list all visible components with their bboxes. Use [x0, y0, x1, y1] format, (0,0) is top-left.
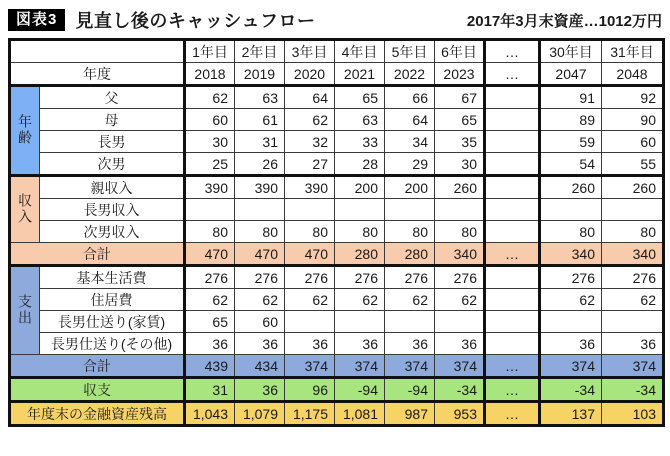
cell: 62 [185, 289, 235, 311]
cell: 276 [235, 266, 285, 289]
cell: 29 [385, 153, 435, 176]
cell: 36 [285, 333, 335, 355]
cell: 276 [385, 266, 435, 289]
cell: 36 [602, 333, 664, 355]
cell: 276 [335, 266, 385, 289]
year-cell: 2020 [285, 63, 335, 86]
row-housing-cost [10, 289, 664, 311]
cell: 200 [385, 176, 435, 199]
group-age-label: 年齢 [17, 113, 33, 146]
cell: 62 [235, 289, 285, 311]
year-cell: 2021 [335, 63, 385, 86]
cell: 434 [235, 355, 285, 378]
group-age [10, 86, 40, 176]
figure-badge: 図表3 [8, 9, 65, 31]
gap-cell: … [485, 402, 540, 426]
row-father [10, 86, 664, 109]
cell: 60 [185, 109, 235, 131]
cell: -34 [602, 378, 664, 402]
cell: 260 [435, 176, 485, 199]
figure-title: 見直し後のキャッシュフロー [75, 11, 316, 31]
gap-cell [485, 289, 540, 311]
row-label: 次男 [40, 153, 185, 176]
row-label: 親収入 [40, 176, 185, 199]
cell: 340 [540, 243, 602, 266]
gap-cell [485, 221, 540, 243]
cell: 31 [185, 378, 235, 402]
cell: 62 [185, 86, 235, 109]
cell: 62 [602, 289, 664, 311]
row-mother [10, 109, 664, 131]
row-label: 住居費 [40, 289, 185, 311]
cell: 55 [602, 153, 664, 176]
cell: 60 [235, 311, 285, 333]
gap-col-header: … [485, 40, 540, 63]
cell: 953 [435, 402, 485, 426]
row-label: 父 [40, 86, 185, 109]
row-label: 長男収入 [40, 199, 185, 221]
row-eldest-son-income [10, 199, 664, 221]
year-cell: 2047 [540, 63, 602, 86]
cell: 62 [435, 289, 485, 311]
cell: 80 [435, 221, 485, 243]
cell: 200 [335, 176, 385, 199]
cell [602, 199, 664, 221]
gap-cell: … [485, 355, 540, 378]
row-label: 母 [40, 109, 185, 131]
cell: 374 [385, 355, 435, 378]
cell: 33 [335, 131, 385, 153]
cell: 65 [435, 109, 485, 131]
cell: 91 [540, 86, 602, 109]
corner-cell [10, 40, 185, 63]
cell: 276 [185, 266, 235, 289]
year-cell: 2022 [385, 63, 435, 86]
cell [235, 199, 285, 221]
cell: 470 [235, 243, 285, 266]
year-cell: 2018 [185, 63, 235, 86]
cell: 1,175 [285, 402, 335, 426]
cell: 374 [435, 355, 485, 378]
cell: 260 [540, 176, 602, 199]
cell: 80 [285, 221, 335, 243]
cell: 90 [602, 109, 664, 131]
cell [285, 199, 335, 221]
cell: 34 [385, 131, 435, 153]
row-allowance-other [10, 333, 664, 355]
cell: 30 [185, 131, 235, 153]
cell: 280 [385, 243, 435, 266]
cell: 390 [285, 176, 335, 199]
row-label: 長男仕送り(その他) [40, 333, 185, 355]
figure-header [0, 0, 670, 38]
cell: 1,079 [235, 402, 285, 426]
cell [602, 311, 664, 333]
cell: 27 [285, 153, 335, 176]
cell: 80 [185, 221, 235, 243]
cell: 60 [602, 131, 664, 153]
cell: -94 [385, 378, 435, 402]
cell: 374 [602, 355, 664, 378]
col-header: 5年目 [385, 40, 435, 63]
cell [335, 311, 385, 333]
gap-cell [485, 199, 540, 221]
cell: 390 [235, 176, 285, 199]
row-assets [10, 402, 664, 426]
cell: 390 [185, 176, 235, 199]
year-cell: 2023 [435, 63, 485, 86]
header-row-years [10, 40, 664, 63]
cell: 1,043 [185, 402, 235, 426]
year-cell: 2019 [235, 63, 285, 86]
col-header: 30年目 [540, 40, 602, 63]
cell: 80 [385, 221, 435, 243]
cell: 280 [335, 243, 385, 266]
cell: 374 [285, 355, 335, 378]
cell: 36 [185, 333, 235, 355]
row-expense-total [10, 355, 664, 378]
row-second-son [10, 153, 664, 176]
cell: 67 [435, 86, 485, 109]
cell [435, 199, 485, 221]
gap-cell: … [485, 243, 540, 266]
gap-cell [485, 266, 540, 289]
cell: 276 [602, 266, 664, 289]
row-label: 基本生活費 [40, 266, 185, 289]
cell: 36 [540, 333, 602, 355]
cell: 62 [385, 289, 435, 311]
cell: 30 [435, 153, 485, 176]
cell: 470 [185, 243, 235, 266]
row-label: 次男収入 [40, 221, 185, 243]
cell: 260 [602, 176, 664, 199]
cell: 65 [185, 311, 235, 333]
cell: 276 [540, 266, 602, 289]
cell: 64 [285, 86, 335, 109]
gap-cell [485, 131, 540, 153]
year-label: 年度 [10, 63, 185, 86]
cell [540, 311, 602, 333]
cell: 54 [540, 153, 602, 176]
income-total-label: 合計 [10, 243, 185, 266]
row-second-son-income [10, 221, 664, 243]
cell [385, 199, 435, 221]
cell: 340 [435, 243, 485, 266]
group-expense [10, 266, 40, 355]
cell [435, 311, 485, 333]
cell: 28 [335, 153, 385, 176]
cell: 80 [335, 221, 385, 243]
gap-cell [485, 333, 540, 355]
cell: 35 [435, 131, 485, 153]
row-label: 長男 [40, 131, 185, 153]
cell [185, 199, 235, 221]
header-row-fiscal-year [10, 63, 664, 86]
cell: 89 [540, 109, 602, 131]
cell: 36 [335, 333, 385, 355]
gap-cell [485, 109, 540, 131]
cell: 63 [235, 86, 285, 109]
cell: 80 [540, 221, 602, 243]
cell: 25 [185, 153, 235, 176]
gap-cell [485, 153, 540, 176]
cell: 340 [602, 243, 664, 266]
cell: 62 [335, 289, 385, 311]
cell: 26 [235, 153, 285, 176]
cell: 63 [335, 109, 385, 131]
cell [540, 199, 602, 221]
cell: 65 [335, 86, 385, 109]
cell [285, 311, 335, 333]
cell: 62 [285, 289, 335, 311]
cell: 36 [235, 333, 285, 355]
cell: -34 [540, 378, 602, 402]
row-income-total [10, 243, 664, 266]
cell: 31 [235, 131, 285, 153]
cell: 64 [385, 109, 435, 131]
col-header: 6年目 [435, 40, 485, 63]
cell: 103 [602, 402, 664, 426]
row-balance [10, 378, 664, 402]
cell: -94 [335, 378, 385, 402]
cell: 439 [185, 355, 235, 378]
col-header: 4年目 [335, 40, 385, 63]
cell: 36 [385, 333, 435, 355]
col-header: 2年目 [235, 40, 285, 63]
gap-cell: … [485, 63, 540, 86]
group-income-label: 収入 [17, 192, 33, 225]
assets-note: 2017年3月末資産…1012万円 [466, 12, 662, 30]
cell: 80 [235, 221, 285, 243]
col-header: 3年目 [285, 40, 335, 63]
cell: 137 [540, 402, 602, 426]
cashflow-table [8, 38, 665, 427]
gap-cell [485, 86, 540, 109]
cell: 80 [602, 221, 664, 243]
gap-cell: … [485, 378, 540, 402]
group-income [10, 176, 40, 243]
cell: 62 [285, 109, 335, 131]
cell: 62 [540, 289, 602, 311]
row-allowance-rent [10, 311, 664, 333]
cell: 276 [285, 266, 335, 289]
row-basic-living-cost [10, 266, 664, 289]
cell: 987 [385, 402, 435, 426]
assets-label: 年度末の金融資産残高 [10, 402, 185, 426]
gap-cell [485, 176, 540, 199]
cell: 276 [435, 266, 485, 289]
cell: 32 [285, 131, 335, 153]
row-eldest-son [10, 131, 664, 153]
balance-label: 収支 [10, 378, 185, 402]
group-expense-label: 支出 [17, 293, 33, 326]
cell [335, 199, 385, 221]
cell: 374 [335, 355, 385, 378]
cell [385, 311, 435, 333]
cell: 374 [540, 355, 602, 378]
year-cell: 2048 [602, 63, 664, 86]
cell: 66 [385, 86, 435, 109]
cell: 470 [285, 243, 335, 266]
cell: -34 [435, 378, 485, 402]
cell: 61 [235, 109, 285, 131]
cell: 92 [602, 86, 664, 109]
row-parent-income [10, 176, 664, 199]
row-label: 長男仕送り(家賃) [40, 311, 185, 333]
cell: 96 [285, 378, 335, 402]
cell: 36 [235, 378, 285, 402]
expense-total-label: 合計 [10, 355, 185, 378]
col-header: 1年目 [185, 40, 235, 63]
col-header: 31年目 [602, 40, 664, 63]
cell: 1,081 [335, 402, 385, 426]
gap-cell [485, 311, 540, 333]
cell: 59 [540, 131, 602, 153]
cell: 36 [435, 333, 485, 355]
